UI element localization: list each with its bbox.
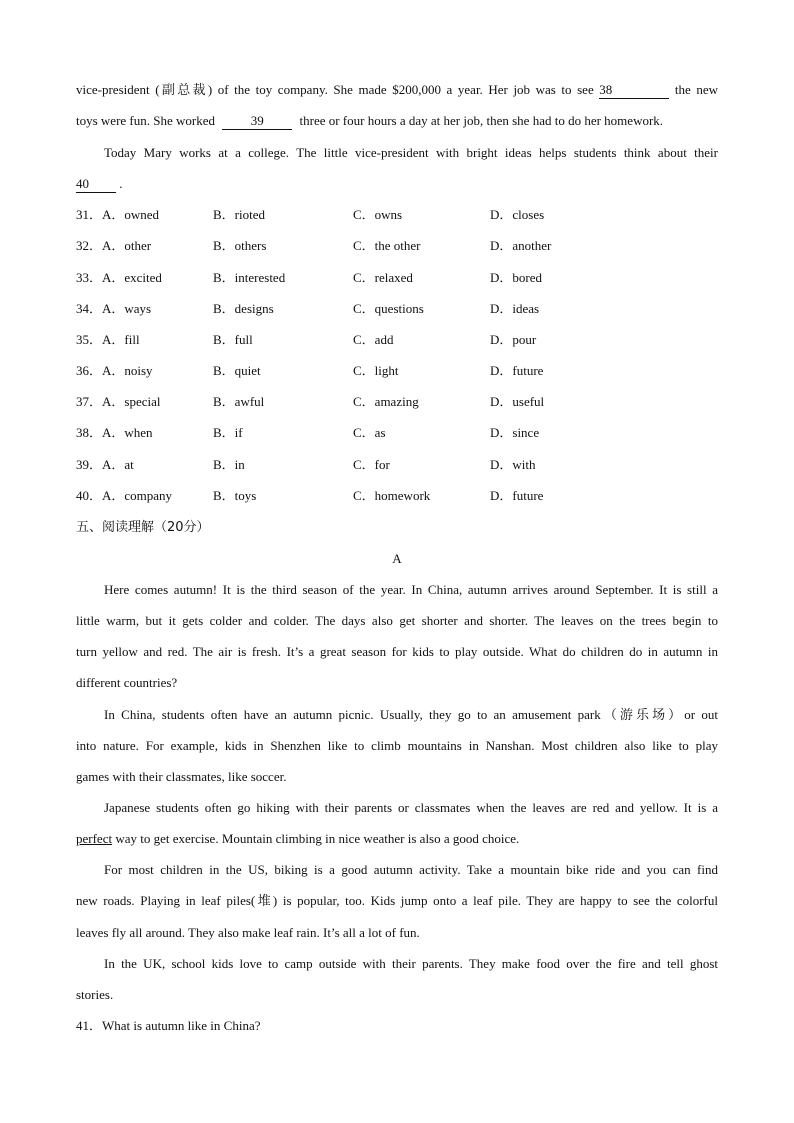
passage-line: Today Mary works at a college. The little vice-president with bright ideas helps students think about their — [104, 145, 718, 160]
passage-text: . — [119, 176, 123, 191]
question-number: 35． — [76, 332, 103, 347]
option-c[interactable]: C．questions — [353, 301, 424, 316]
option-row — [76, 330, 718, 350]
passage-line: little warm, but it gets colder and colder. The days also get shorter and shorter. The leaves on the trees begin to — [76, 613, 718, 628]
question-number: 31． — [76, 207, 103, 222]
passage-line: In China, students often have an autumn picnic. Usually, they go to an amusement park（游乐场）or out — [104, 707, 718, 722]
passage-line: Here comes autumn! It is the third season of the year. In China, autumn arrives around September. It is still a — [104, 582, 718, 597]
option-c[interactable]: C．owns — [353, 207, 403, 222]
option-c[interactable]: C．as — [353, 425, 386, 440]
option-row — [76, 486, 718, 506]
option-d[interactable]: D．since — [490, 425, 540, 440]
passage-line: games with their classmates, like soccer. — [76, 769, 287, 784]
passage-line: different countries? — [76, 675, 178, 690]
option-c[interactable]: C．add — [353, 332, 394, 347]
option-row — [76, 236, 718, 256]
option-b[interactable]: B．quiet — [213, 363, 261, 378]
passage-line: stories. — [76, 987, 114, 1002]
option-b[interactable]: B．others — [213, 238, 267, 253]
option-a[interactable]: A．excited — [102, 270, 162, 285]
passage-line — [76, 829, 718, 849]
answer-blank-40[interactable]: 40 — [76, 176, 116, 193]
option-a[interactable]: A．when — [102, 425, 153, 440]
option-row — [76, 361, 718, 381]
option-d[interactable]: D．future — [490, 488, 544, 503]
passage-text: three or four hours a day at her job, then she had to do her homework. — [299, 113, 664, 128]
answer-blank-39[interactable]: 39 — [222, 113, 292, 130]
option-row — [76, 455, 718, 475]
option-d[interactable]: D．another — [490, 238, 552, 253]
question-number: 34． — [76, 301, 103, 316]
passage-line: new roads. Playing in leaf piles(堆) is popular, too. Kids jump onto a leaf pile. They are happy to see the colorful — [76, 893, 718, 908]
question-number: 40． — [76, 488, 103, 503]
option-d[interactable]: D．bored — [490, 270, 542, 285]
option-b[interactable]: B．in — [213, 457, 245, 472]
option-d[interactable]: D．ideas — [490, 301, 540, 316]
option-a[interactable]: A．at — [102, 457, 134, 472]
passage-line: leaves fly all around. They also make leaf rain. It’s all a lot of fun. — [76, 925, 420, 940]
option-a[interactable]: A．owned — [102, 207, 160, 222]
option-b[interactable]: B．interested — [213, 270, 286, 285]
option-c[interactable]: C．amazing — [353, 394, 419, 409]
option-b[interactable]: B．full — [213, 332, 253, 347]
passage-line: In the UK, school kids love to camp outside with their parents. They make food over the fire and tell ghost — [104, 956, 718, 971]
passage-line: For most children in the US, biking is a good autumn activity. Take a mountain bike ride and you can find — [104, 862, 718, 877]
option-d[interactable]: D．future — [490, 363, 544, 378]
option-d[interactable]: D．closes — [490, 207, 545, 222]
question-number: 39． — [76, 457, 103, 472]
option-a[interactable]: A．noisy — [102, 363, 153, 378]
option-d[interactable]: D．with — [490, 457, 536, 472]
question-number: 36． — [76, 363, 103, 378]
passage-line: Japanese students often go hiking with their parents or classmates when the leaves are red and yellow. It is a — [104, 800, 718, 815]
option-d[interactable]: D．useful — [490, 394, 545, 409]
option-row — [76, 205, 718, 225]
passage-line — [76, 111, 718, 131]
option-row — [76, 423, 718, 443]
passage-text: toys were fun. She worked — [76, 113, 215, 128]
passage-line — [76, 174, 718, 194]
option-a[interactable]: A．other — [102, 238, 152, 253]
question-number: 32． — [76, 238, 103, 253]
passage-text: vice-president (副总裁) of the toy company. She made $200,000 a year. Her job was to see — [76, 82, 594, 97]
passage-text: way to get exercise. Mountain climbing in nice weather is also a good choice. — [112, 831, 520, 846]
option-b[interactable]: B．rioted — [213, 207, 265, 222]
option-row — [76, 392, 718, 412]
option-b[interactable]: B．toys — [213, 488, 257, 503]
section-heading: 五、阅读理解（20分） — [76, 520, 210, 535]
option-c[interactable]: C．relaxed — [353, 270, 413, 285]
option-a[interactable]: A．fill — [102, 332, 140, 347]
passage-text: the new — [674, 82, 718, 97]
option-b[interactable]: B．awful — [213, 394, 265, 409]
passage-line: into nature. For example, kids in Shenzhen like to climb mountains in Nanshan. Most children also like to play — [76, 738, 718, 753]
question-41: 41．What is autumn like in China? — [76, 1018, 261, 1033]
option-row — [76, 299, 718, 319]
passage-line: turn yellow and red. The air is fresh. It’s a great season for kids to play outside. What do children do in autumn in — [76, 644, 718, 659]
option-c[interactable]: C．for — [353, 457, 390, 472]
passage-label: A — [392, 551, 402, 566]
option-c[interactable]: C．the other — [353, 238, 421, 253]
passage-line — [76, 80, 718, 100]
question-number: 38． — [76, 425, 103, 440]
option-c[interactable]: C．homework — [353, 488, 431, 503]
option-row — [76, 268, 718, 288]
option-a[interactable]: A．company — [102, 488, 173, 503]
question-number: 33． — [76, 270, 103, 285]
option-a[interactable]: A．ways — [102, 301, 152, 316]
option-b[interactable]: B．designs — [213, 301, 274, 316]
option-b[interactable]: B．if — [213, 425, 243, 440]
option-c[interactable]: C．light — [353, 363, 399, 378]
option-d[interactable]: D．pour — [490, 332, 537, 347]
underlined-word: perfect — [76, 831, 113, 846]
answer-blank-38[interactable]: 38 — [599, 82, 669, 99]
option-a[interactable]: A．special — [102, 394, 161, 409]
question-number: 37． — [76, 394, 103, 409]
